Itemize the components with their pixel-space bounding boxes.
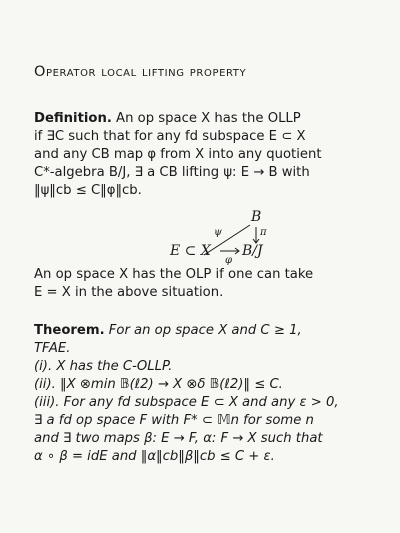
theorem-label: Theorem. [34, 323, 105, 338]
diagram-phi: φ [225, 255, 233, 266]
definition-block [34, 110, 374, 200]
diagram-psi: ψ [214, 227, 222, 238]
diagram-BJ: B/J [242, 243, 263, 259]
theorem-line-4: (ii). ‖X ⊗min 𝔹(ℓ2) → X ⊗δ 𝔹(ℓ2)‖ ≤ C. [34, 377, 283, 392]
olp-block [34, 266, 374, 302]
theorem-line-3: (i). X has the C-OLLP. [34, 359, 173, 374]
diagram-EX: E ⊂ X [170, 243, 211, 259]
theorem-line-7: and ∃ two maps β: E → F, α: F → X such that [34, 431, 323, 446]
definition-line-3: and any CB map φ from X into any quotient [34, 147, 322, 162]
theorem-block [34, 322, 374, 466]
theorem-line-2: TFAE. [34, 341, 71, 356]
theorem-line-8: α ∘ β = idE and ‖α‖cb‖β‖cb ≤ C + ε. [34, 449, 275, 464]
slide-title: Operator local lifting property [34, 64, 247, 80]
definition-line-5: ‖ψ‖cb ≤ C‖φ‖cb. [34, 183, 142, 198]
olp-line-2: E = X in the above situation. [34, 285, 224, 300]
definition-line-4: C*-algebra B/J, ∃ a CB lifting ψ: E → B with [34, 165, 310, 180]
theorem-line-6: ∃ a fd op space F with F* ⊂ 𝕄n for some n [34, 413, 314, 428]
diagram-B: B [251, 209, 262, 225]
theorem-text-1: For an op space X and C ≥ 1, [104, 323, 302, 338]
definition-label: Definition. [34, 111, 112, 126]
definition-text-1: An op space X has the OLLP [111, 111, 301, 126]
diagram-pi: π [260, 227, 267, 238]
olp-line-1: An op space X has the OLP if one can take [34, 267, 314, 282]
lifting-diagram [150, 205, 310, 275]
theorem-line-1 [34, 322, 374, 340]
theorem-line-5: (iii). For any fd subspace E ⊂ X and any ε > 0, [34, 395, 339, 410]
definition-line-1 [34, 110, 374, 128]
definition-line-2: if ∃C such that for any fd subspace E ⊂ X [34, 129, 306, 144]
